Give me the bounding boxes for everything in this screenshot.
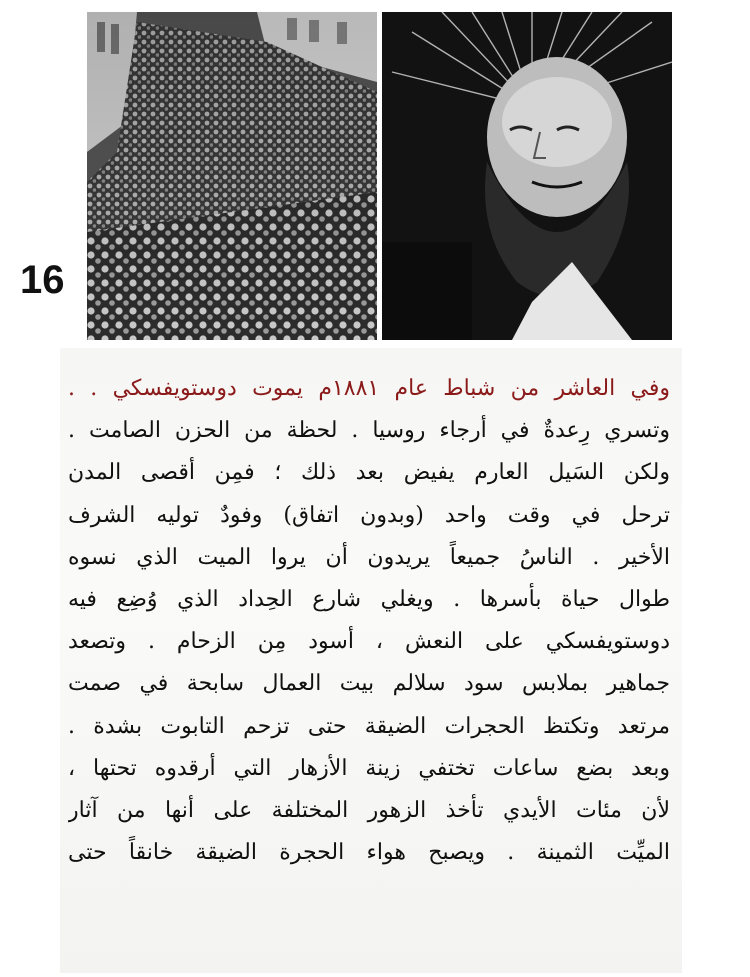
portrait-image (382, 12, 672, 340)
article-text-area (60, 348, 682, 973)
article-line: وتسري رِعدةٌ في أرجاء روسيا . لحظة من الحزن الصامت . (68, 418, 670, 444)
article-line: الأخير . الناسُ جميعاً يريدون أن يروا الميت الذي نسوه (68, 544, 670, 570)
article-line: طوال حياة بأسرها . ويغلي شارع الحِداد الذي وُضِع فيه (68, 587, 670, 613)
article-headline: وفي العاشر من شباط عام ١٨٨١م يموت دوستويفسكي . . (68, 376, 670, 401)
crowd-image (87, 12, 377, 340)
article-line: الميِّت الثمينة . ويصبح هواء الحجرة الضيقة خانقاً حتى (68, 840, 670, 866)
page-number: 16 (20, 258, 65, 302)
article-line: لأن مئات الأيدي تأخذ الزهور المختلفة على أنها من آثار (68, 798, 670, 824)
article-line: دوستويفسكي على النعش ، أسود مِن الزحام . وتصعد (68, 629, 670, 655)
funeral-crowd-photo (87, 12, 377, 340)
article-line: وبعد بضع ساعات تختفي زينة الأزهار التي أرقدوه تحتها ، (68, 755, 670, 781)
article-line: مرتعد وتكتظ الحجرات الضيقة حتى تزحم التابوت بشدة . (68, 713, 670, 739)
article-body (60, 348, 682, 874)
article-line: جماهير بملابس سود سلالم بيت العمال سابحة في صمت (68, 671, 670, 697)
deathbed-portrait-photo (382, 12, 672, 340)
article-line: ترحل في وقت واحد (وبدون اتفاق) وفودٌ توليه الشرف (68, 502, 670, 528)
article-line: ولكن السَيل العارم يفيض بعد ذلك ؛ فمِن أقصى المدن (68, 460, 670, 486)
